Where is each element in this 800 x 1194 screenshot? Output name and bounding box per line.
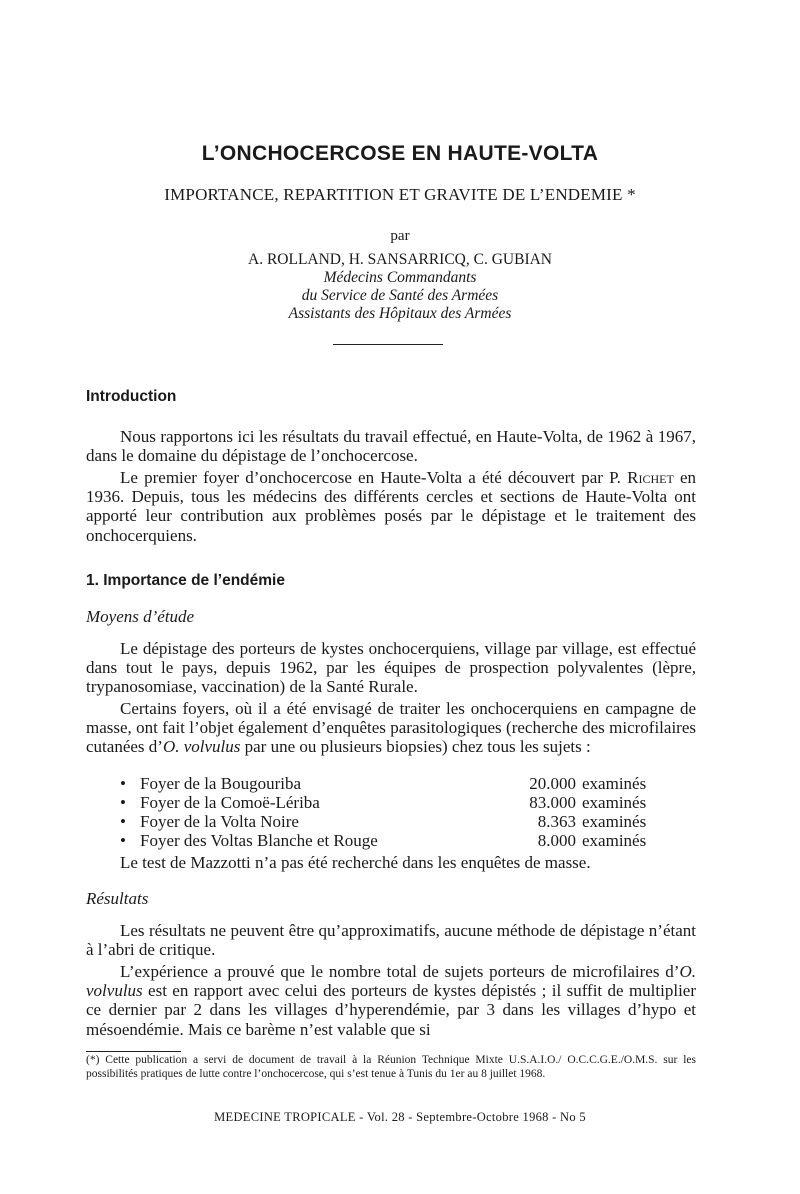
section-1-paragraph-2: Certains foyers, où il a été envisagé de traiter les onchocerquiens en campagne de masse, ont fait l’objet également d’enquêtes parasitologiques (recherche des microfilaires cutanées d’O. volvulus par une ou plusieurs biopsies) chez tous les sujets :	[86, 699, 696, 757]
section-1-paragraph-5: L’expérience a prouvé que le nombre total de sujets porteurs de microfilaires d’O. volvulus est en rapport avec celui des porteurs de kystes dépistés ; il suffit de multiplier ce dernier par 2 dans les villages d’hyperendémie, par 3 dans les villages d’hypo et mésoendémie. Mais ce barème n’est valable que si	[86, 962, 696, 1039]
bullet-icon: •	[120, 831, 126, 850]
list-item	[120, 812, 660, 831]
examined-unit: examinés	[582, 774, 647, 793]
author-names: A. ROLLAND, H. SANSARRICQ, C. GUBIAN	[248, 251, 552, 268]
author-name-richet: Richet	[627, 468, 674, 487]
foyer-name: Foyer de la Comoë-Lériba	[140, 793, 320, 812]
author-affiliation-1: Médecins Commandants	[323, 269, 477, 286]
author-affiliation-3: Assistants des Hôpitaux des Armées	[288, 305, 512, 322]
examined-count: 8.000	[537, 831, 576, 850]
article-subtitle: IMPORTANCE, REPARTITION ET GRAVITE DE L’ENDEMIE *	[164, 185, 636, 204]
examined-count: 8.363	[537, 812, 576, 831]
introduction-paragraph-2: Le premier foyer d’onchocercose en Haute-Volta a été découvert par P. Richet en 1936. Depuis, tous les médecins des différents cercles et sections de Haute-Volta ont apporté leur contribution aux problèmes posés par le dépistage et le traitement des onchocerquiens.	[86, 468, 697, 545]
title-divider	[333, 344, 443, 345]
introduction-paragraph-1: Nous rapportons ici les résultats du travail effectué, en Haute-Volta, de 1962 à 1967, dans le domaine du dépistage de l’onchocercose.	[86, 427, 696, 466]
section-1-paragraph-4: Les résultats ne peuvent être qu’approximatifs, aucune méthode de dépistage n’étant à l’abri de critique.	[86, 921, 696, 960]
section-1-heading: 1. Importance de l’endémie	[86, 572, 285, 589]
footnote-divider	[86, 1051, 181, 1052]
introduction-heading: Introduction	[86, 388, 177, 405]
subheading-resultats: Résultats	[86, 889, 149, 908]
footnote: (*) Cette publication a servi de document de travail à la Réunion Technique Mixte U.S.A.I.O./ O.C.C.G.E./O.M.S. sur les possibilités pratiques de lutte contre l’onchocercose, qui s’est tenue à Tunis du 1er au 8 juillet 1968.	[86, 1054, 696, 1080]
author-affiliation-2: du Service de Santé des Armées	[301, 287, 499, 304]
section-1-paragraph-1: Le dépistage des porteurs de kystes onchocerquiens, village par village, est effectué dans tout le pays, depuis 1962, par les équipes de prospection polyvalentes (lèpre, trypanosomiase, vaccination) de la Santé Rurale.	[86, 639, 696, 697]
species-name: O. volvulus	[86, 962, 696, 1001]
foyer-list	[120, 774, 660, 850]
foyer-name: Foyer des Voltas Blanche et Rouge	[140, 831, 378, 850]
article-title: L’ONCHOCERCOSE EN HAUTE-VOLTA	[201, 142, 599, 165]
examined-count: 83.000	[529, 793, 576, 812]
journal-footer: MEDECINE TROPICALE - Vol. 28 - Septembre-Octobre 1968 - No 5	[214, 1110, 586, 1124]
list-item	[120, 774, 660, 793]
foyer-name: Foyer de la Bougouriba	[140, 774, 301, 793]
examined-unit: examinés	[582, 831, 647, 850]
subheading-moyens-etude: Moyens d’étude	[86, 607, 195, 626]
list-item	[120, 793, 660, 812]
foyer-name: Foyer de la Volta Noire	[140, 812, 299, 831]
examined-unit: examinés	[582, 793, 647, 812]
examined-count: 20.000	[529, 774, 576, 793]
list-item	[120, 831, 660, 850]
bullet-icon: •	[120, 774, 126, 793]
examined-unit: examinés	[582, 812, 647, 831]
species-name: O. volvulus	[162, 737, 241, 757]
bullet-icon: •	[120, 793, 126, 812]
author-block	[0, 251, 800, 323]
bullet-icon: •	[120, 812, 126, 831]
section-1-paragraph-3: Le test de Mazzotti n’a pas été recherché dans les enquêtes de masse.	[120, 853, 591, 872]
by-line: par	[390, 228, 410, 244]
